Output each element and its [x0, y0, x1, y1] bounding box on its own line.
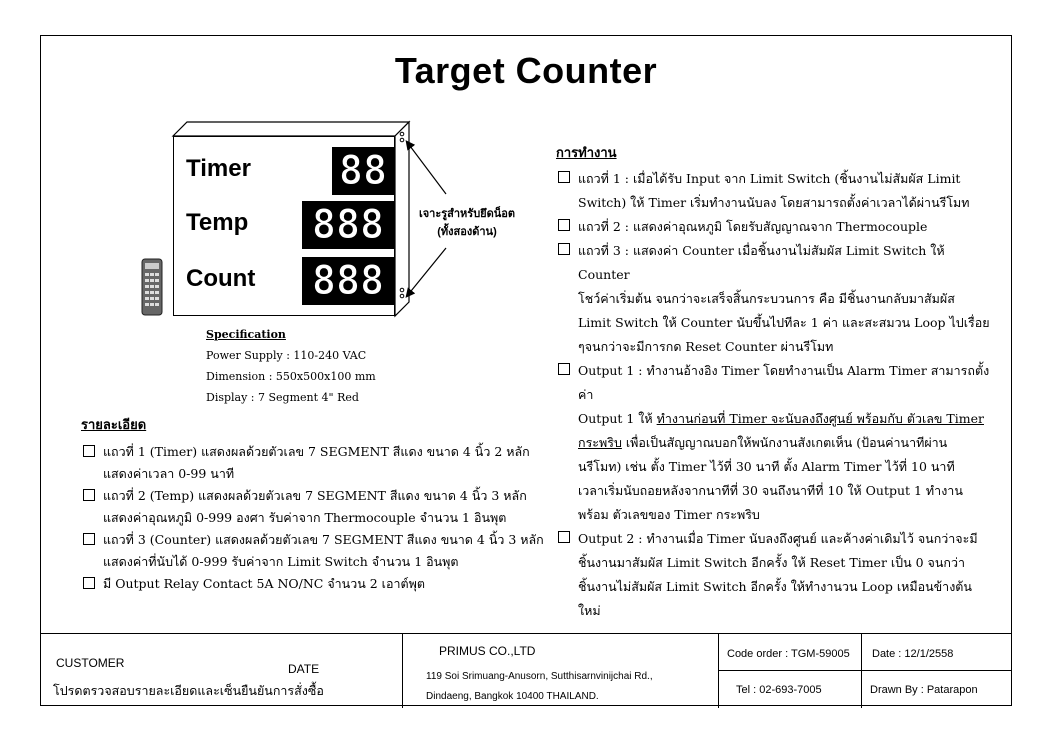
- display-panel: [173, 136, 395, 316]
- item-line: ๆจนกว่าจะมีการกด Reset Counter ผ่านรีโมท: [578, 339, 834, 354]
- item-line: โชว์ค่าเริ่มต้น จนกว่าจะเสร็จสิ้นกระบวนการ คือ มีชิ้นงานกลับมาสัมผัส: [578, 291, 955, 306]
- row-label-count: Count: [186, 265, 256, 292]
- list-item: [81, 573, 551, 595]
- process-section: [556, 142, 996, 623]
- hole-note-line2: (ทั้งสองด้าน): [437, 226, 497, 238]
- list-item: [556, 239, 996, 359]
- item-line: Output 2 : ทำงานเมื่อ Timer นับลงถึงศูนย์ และค้างค่าเดิมไว้ จนกว่าจะมี: [578, 531, 978, 546]
- spec-display: Display : 7 Segment 4" Red: [206, 391, 359, 404]
- item-line: ชิ้นงานไม่สัมผัส Limit Switch อีกครั้ง ให้ทำงานวน Loop เหมือนข้างต้น: [578, 579, 972, 594]
- spec-heading: Specification: [206, 328, 286, 341]
- item-line: แถวที่ 1 (Timer) แสดงผลด้วยตัวเลข 7 SEGMENT สีแดง ขนาด 4 นิ้ว 2 หลัก: [103, 444, 530, 459]
- hole-note-line1: เจาะรูสำหรับยึดน็อต: [418, 208, 516, 220]
- document-sheet: [40, 35, 1012, 706]
- company-name: PRIMUS CO.,LTD: [439, 644, 536, 658]
- list-item: [556, 167, 996, 215]
- list-item: [556, 527, 996, 623]
- confirm-text: โปรดตรวจสอบรายละเอียดและเซ็นยืนยันการสั่งซื้อ: [53, 683, 324, 698]
- item-line: มี Output Relay Contact 5A NO/NC จำนวน 2 เอาต์พุต: [103, 576, 425, 591]
- company-cell: [403, 634, 719, 708]
- item-text: Output 1 ให้: [578, 411, 657, 426]
- customer-cell: [41, 634, 403, 708]
- product-illustration: [141, 120, 421, 320]
- checkbox-icon: [558, 219, 570, 231]
- digit: 888: [311, 202, 385, 248]
- item-text: เพื่อเป็นสัญญาณบอกให้พนักงานสังเกตเห็น (ป้อนค่านาทีผ่าน: [621, 435, 948, 450]
- details-heading: รายละเอียด: [81, 418, 147, 433]
- digit: 888: [311, 258, 385, 304]
- mounting-hole-note: [413, 204, 521, 240]
- date-label: DATE: [288, 662, 320, 676]
- checkbox-icon: [558, 531, 570, 543]
- spec-power: Power Supply : 110-240 VAC: [206, 349, 367, 362]
- date-cell: [862, 634, 1011, 708]
- item-line: แถวที่ 1 : เมื่อได้รับ Input จาก Limit Switch (ชิ้นงานไม่สัมผัส Limit: [578, 171, 961, 186]
- divider: [719, 670, 861, 671]
- item-line: Limit Switch ให้ Counter นับขึ้นไปทีละ 1 ค่า และสะสมวน Loop ไปเรื่อย: [578, 315, 990, 330]
- item-line: แถวที่ 3 : แสดงค่า Counter เมื่อชิ้นงานไม่สัมผัส Limit Switch ให้ Counter: [578, 243, 945, 282]
- temp-digits: [302, 201, 394, 249]
- checkbox-icon: [558, 363, 570, 375]
- process-heading: การทำงาน: [556, 146, 617, 161]
- item-line: Output 1 : ทำงานอ้างอิง Timer โดยทำงานเป็น Alarm Timer สามารถตั้งค่า: [578, 363, 990, 402]
- timer-digits: [332, 147, 394, 195]
- digit: 88: [338, 148, 388, 194]
- item-line: พร้อม ตัวเลขของ Timer กระพริบ: [578, 507, 760, 522]
- page-title: Target Counter: [394, 50, 658, 91]
- item-line: เวลาเริ่มนับถอยหลังจากนาทีที่ 30 จนถึงนาทีที่ 10 ให้ Output 1 ทำงาน: [578, 483, 963, 498]
- customer-label: CUSTOMER: [56, 656, 125, 670]
- code-cell: [719, 634, 862, 708]
- checkbox-icon: [558, 243, 570, 255]
- item-line: แถวที่ 2 (Temp) แสดงผลด้วยตัวเลข 7 SEGMENT สีแดง ขนาด 4 นิ้ว 3 หลัก: [103, 488, 527, 503]
- checkbox-icon: [558, 171, 570, 183]
- item-line: Switch) ให้ Timer เริ่มทำงานนับลง โดยสามารถตั้งค่าเวลาได้ผ่านรีโมท: [578, 195, 970, 210]
- code-order: Code order : TGM-59005: [727, 648, 850, 660]
- item-line: [578, 431, 996, 455]
- item-line: ใหม่: [578, 603, 601, 618]
- item-line: ชิ้นงานมาสัมผัส Limit Switch อีกครั้ง ให้ Reset Timer เป็น 0 จนกว่า: [578, 555, 966, 570]
- spec-dimension: Dimension : 550x500x100 mm: [206, 370, 376, 383]
- row-label-timer: Timer: [186, 155, 251, 182]
- title-block: [41, 633, 1011, 708]
- drawn-by: Drawn By : Patarapon: [870, 684, 978, 696]
- checkbox-icon: [83, 489, 95, 501]
- list-item: [556, 215, 996, 239]
- checkbox-icon: [83, 445, 95, 457]
- row-label-temp: Temp: [186, 209, 249, 236]
- specification-block: [206, 324, 376, 408]
- divider: [862, 670, 1011, 671]
- telephone: Tel : 02-693-7005: [736, 684, 822, 696]
- item-line: แสดงค่าเวลา 0-99 นาที: [103, 466, 235, 481]
- details-section: [81, 414, 551, 595]
- item-text-underlined: กระพริบ: [578, 435, 622, 450]
- document-date: Date : 12/1/2558: [872, 648, 954, 660]
- item-line: แสดงค่าที่นับได้ 0-999 รับค่าจาก Limit Switch จำนวน 1 อินพุต: [103, 554, 459, 569]
- item-line: นรีโมท) เช่น ตั้ง Timer ไว้ที่ 30 นาที ตั้ง Alarm Timer ไว้ที่ 10 นาที: [578, 459, 955, 474]
- item-text-underlined: ทำงานก่อนที่ Timer จะนับลงถึงศูนย์ พร้อมกับ ตัวเลข Timer: [656, 411, 984, 426]
- list-item: [81, 529, 551, 573]
- list-item: [81, 441, 551, 485]
- list-item: [556, 359, 996, 527]
- item-line: [578, 407, 996, 431]
- checkbox-icon: [83, 577, 95, 589]
- item-line: แถวที่ 3 (Counter) แสดงผลด้วยตัวเลข 7 SEGMENT สีแดง ขนาด 4 นิ้ว 3 หลัก: [103, 532, 544, 547]
- company-address-line2: Dindaeng, Bangkok 10400 THAILAND.: [426, 691, 599, 702]
- item-line: แถวที่ 2 : แสดงค่าอุณหภูมิ โดยรับสัญญาณจาก Thermocouple: [578, 219, 928, 234]
- count-digits: [302, 257, 394, 305]
- list-item: [81, 485, 551, 529]
- checkbox-icon: [83, 533, 95, 545]
- item-line: แสดงค่าอุณหภูมิ 0-999 องศา รับค่าจาก Thermocouple จำนวน 1 อินพุต: [103, 510, 507, 525]
- company-address-line1: 119 Soi Srimuang-Anusorn, Sutthisarnvinijchai Rd.,: [426, 671, 653, 682]
